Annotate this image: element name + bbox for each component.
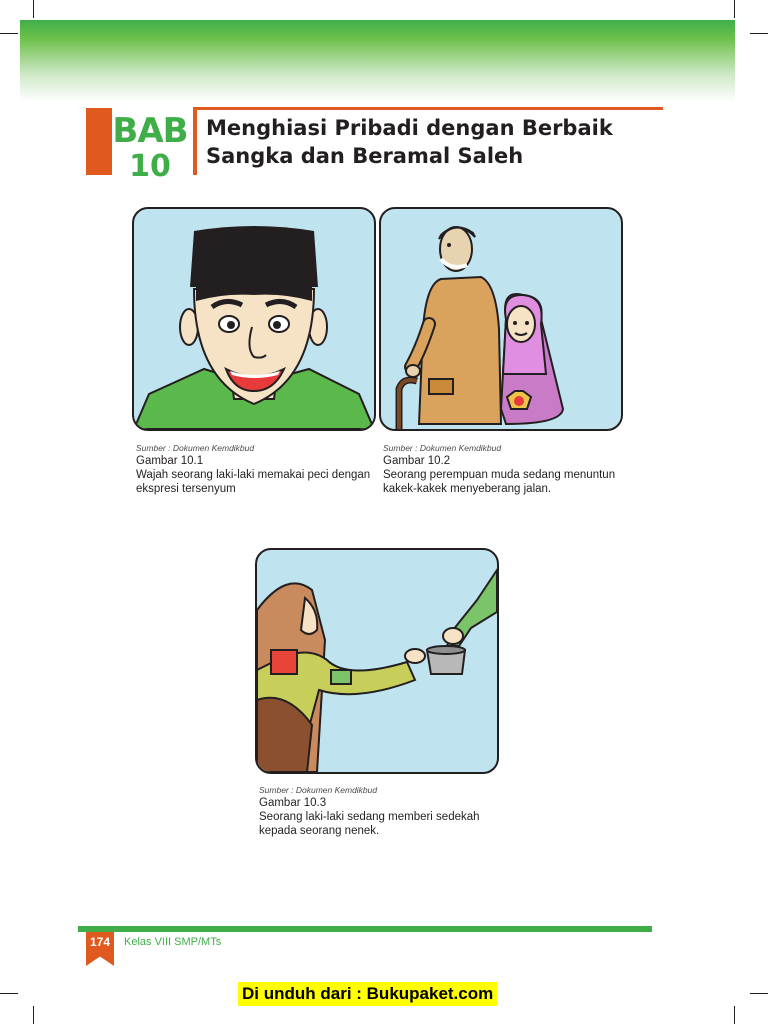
- figure-2-illustration: [379, 207, 623, 431]
- figure-label: Gambar 10.2: [383, 455, 451, 467]
- title-rule: [193, 107, 663, 110]
- figure-3-illustration: [255, 548, 499, 774]
- crop-mark: [734, 1006, 735, 1024]
- chapter-title-line: Sangka dan Beramal Saleh: [206, 144, 524, 168]
- figure-3-caption: [259, 785, 509, 838]
- figure-source: Sumber : Dokumen Kemdikbud: [136, 443, 255, 453]
- figure-description: Wajah seorang laki-laki memakai peci dengan: [136, 469, 371, 481]
- chapter-marker-bar: [86, 108, 112, 175]
- figure-label: Gambar 10.3: [259, 797, 327, 809]
- smiling-man-illustration: [134, 209, 374, 429]
- crop-mark: [750, 993, 768, 994]
- crop-mark: [33, 1006, 34, 1024]
- figure-1-caption: [136, 443, 380, 496]
- figure-description: kepada seorang nenek.: [259, 825, 380, 837]
- figure-description: ekspresi tersenyum: [136, 483, 236, 495]
- figure-2-caption: [383, 443, 633, 496]
- footer-rule: [78, 926, 652, 932]
- footer-book-title: Kelas VIII SMP/MTs: [124, 936, 222, 948]
- crop-mark: [750, 33, 768, 34]
- chapter-label: BAB: [112, 111, 188, 151]
- figure-source: Sumber : Dokumen Kemdikbud: [259, 785, 378, 795]
- figure-1-illustration: [132, 207, 376, 431]
- crop-mark: [734, 0, 735, 18]
- chapter-title-line: Menghiasi Pribadi dengan Berbaik: [206, 116, 613, 140]
- header-banner: [20, 20, 735, 102]
- crop-mark: [33, 0, 34, 18]
- crop-mark: [0, 33, 18, 34]
- figure-description: Seorang laki-laki sedang memberi sedekah: [259, 811, 480, 823]
- page-number: 174: [89, 935, 111, 949]
- title-divider: [193, 108, 197, 175]
- chapter-title: [206, 114, 646, 170]
- figure-description: kakek-kakek menyeberang jalan.: [383, 483, 552, 495]
- chapter-number: 10: [129, 149, 171, 184]
- crop-mark: [0, 993, 18, 994]
- figure-description: Seorang perempuan muda sedang menuntun: [383, 469, 616, 481]
- figure-label: Gambar 10.1: [136, 455, 204, 467]
- charity-giving-illustration: [257, 550, 497, 772]
- download-source-note: Di unduh dari : Bukupaket.com: [238, 982, 497, 1006]
- girl-guiding-grandfather-illustration: [381, 209, 621, 429]
- figure-source: Sumber : Dokumen Kemdikbud: [383, 443, 502, 453]
